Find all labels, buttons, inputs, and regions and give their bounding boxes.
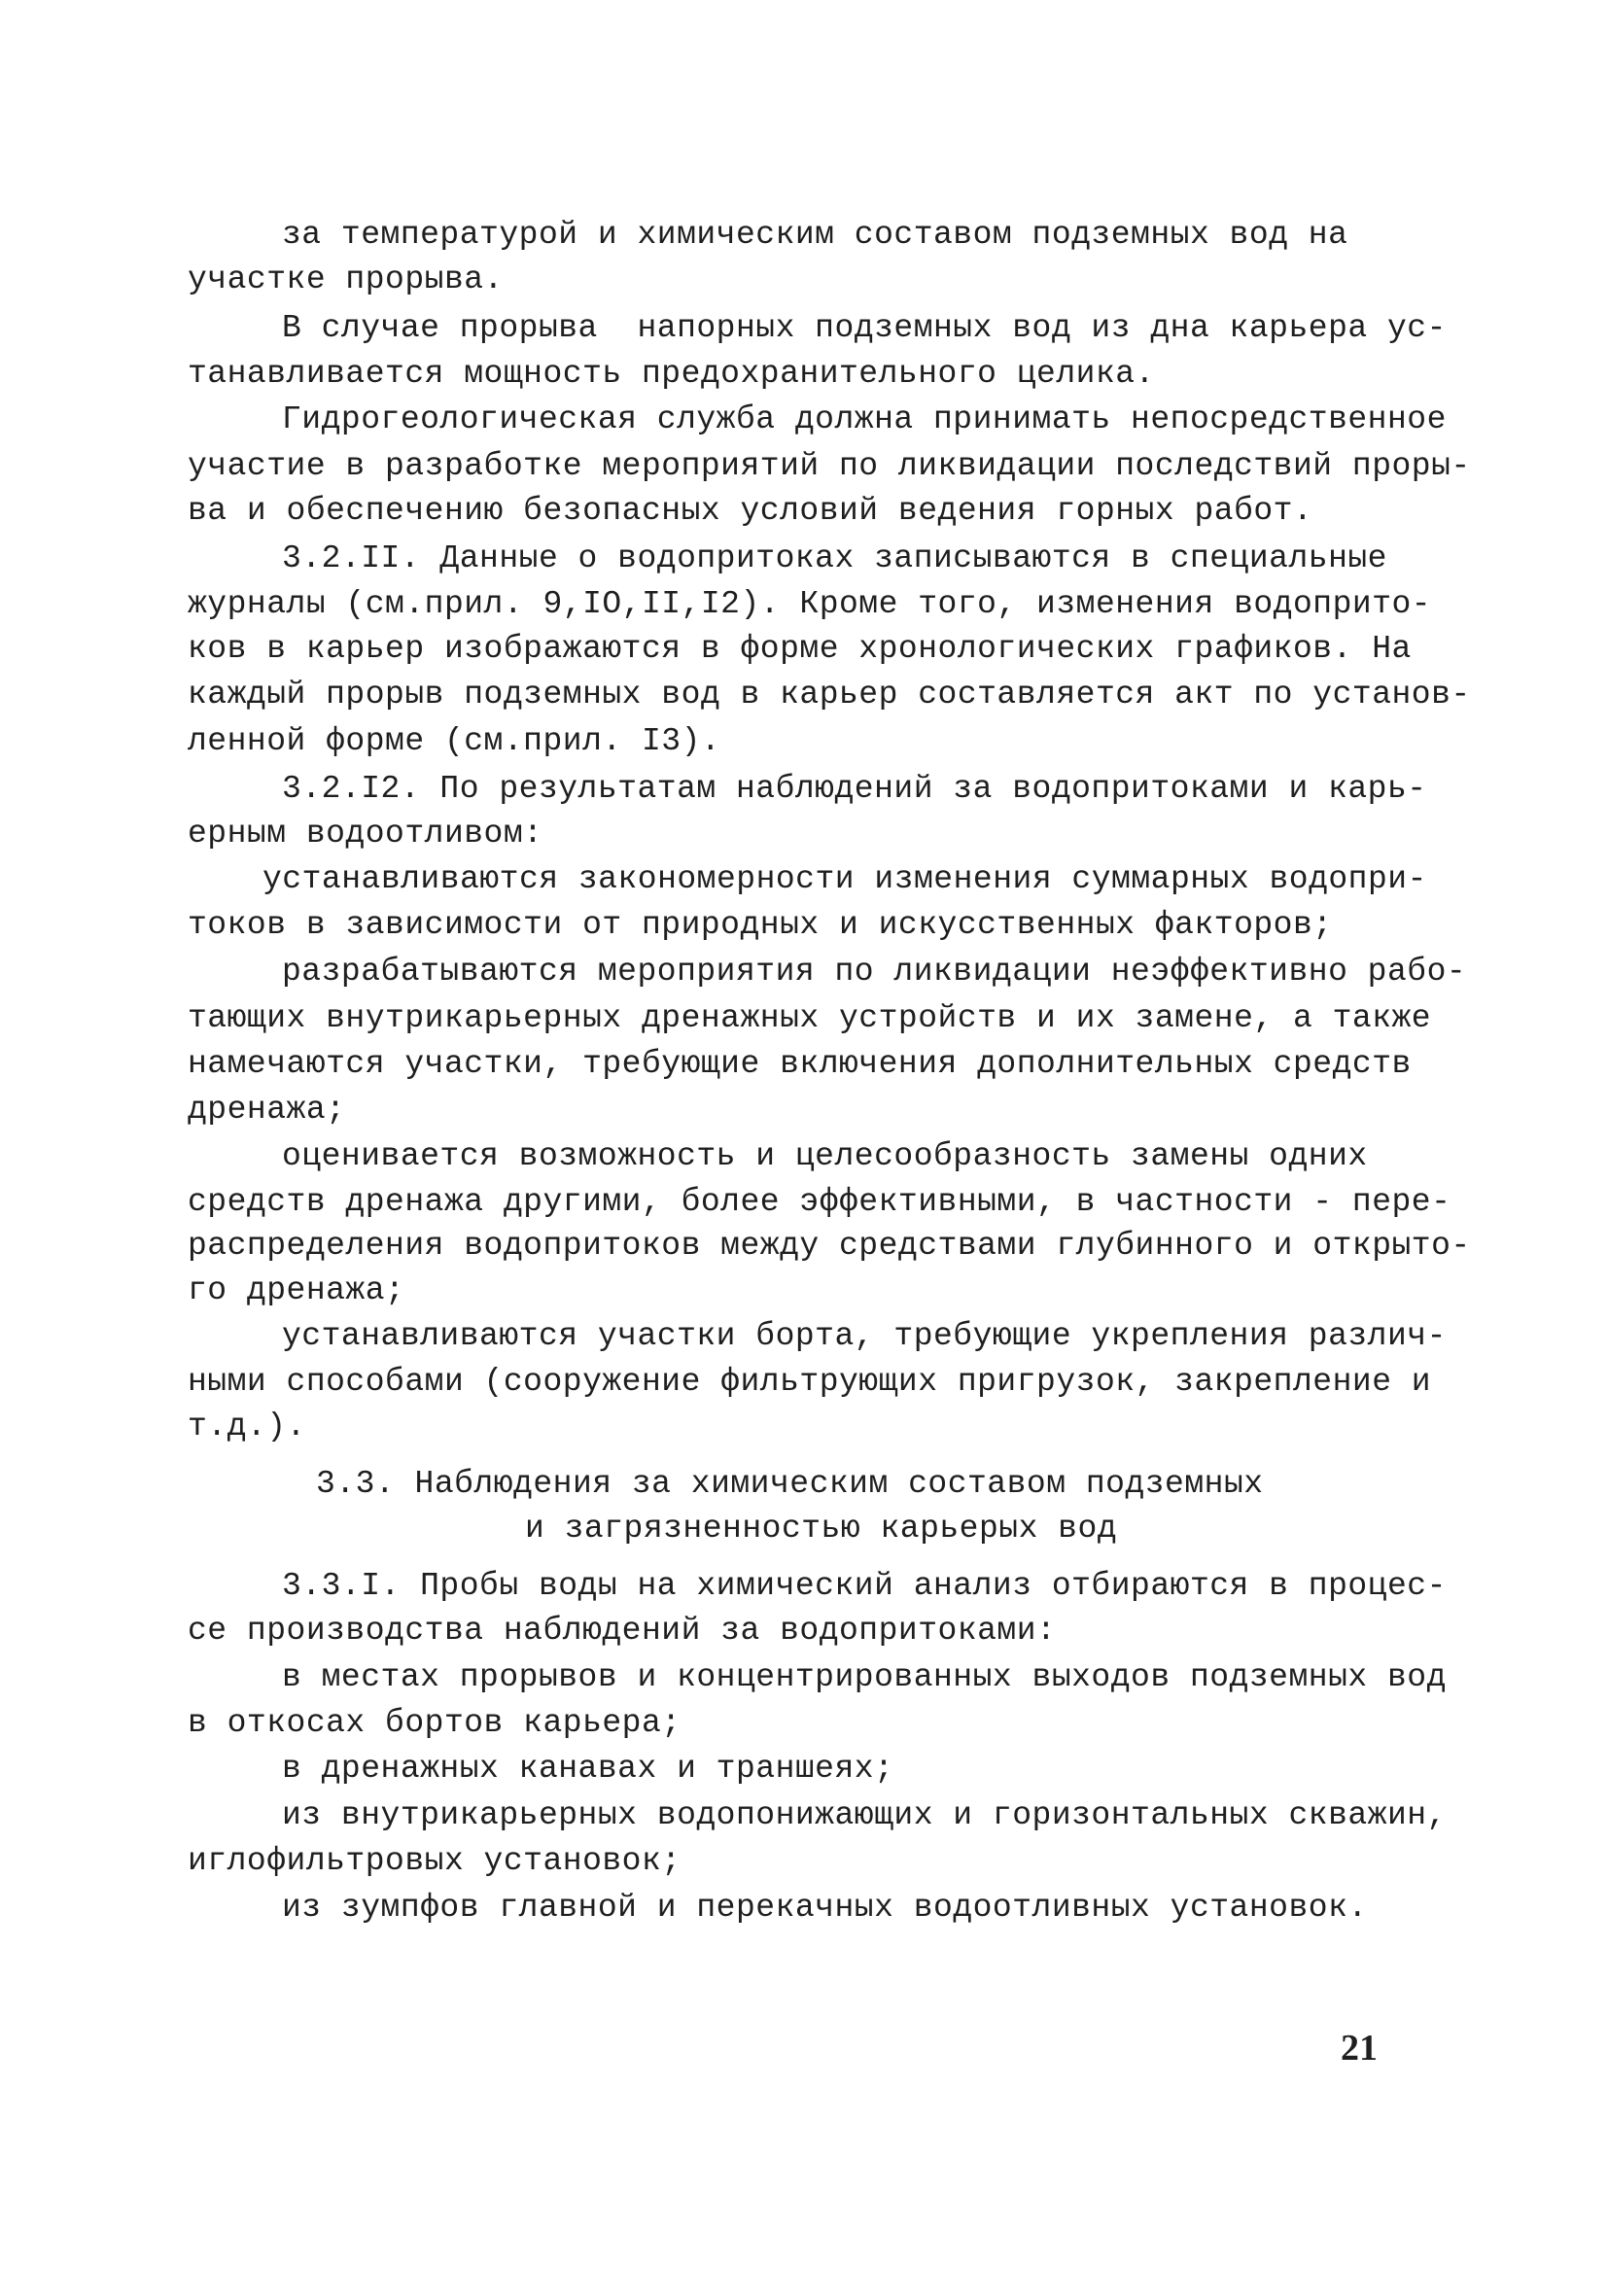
text-line: устанавливаются закономерности изменения суммарных водопри- xyxy=(262,861,1427,897)
text-line: распределения водопритоков между средствами глубинного и открыто- xyxy=(188,1228,1471,1264)
text-line: намечаются участки, требующие включения дополнительных средств xyxy=(188,1046,1412,1082)
text-line: Гидрогеологическая служба должна принимать непосредственное xyxy=(282,401,1447,437)
text-line: иглофильтровых установок; xyxy=(188,1843,682,1879)
page-number: 21 xyxy=(1341,2028,1378,2069)
text-line: участие в разработке мероприятий по ликвидации последствий проры- xyxy=(188,448,1471,484)
text-line: ерным водоотливом: xyxy=(188,816,543,852)
text-line: в откосах бортов карьера; xyxy=(188,1705,682,1741)
text-line: ва и обеспечению безопасных условий ведения горных работ. xyxy=(188,493,1313,529)
text-line: дренажа; xyxy=(188,1092,346,1128)
text-line: 3.2.I2. По результатам наблюдений за водопритоками и карь- xyxy=(282,771,1427,807)
text-line: каждый прорыв подземных вод в карьер составляется акт по установ- xyxy=(188,677,1471,713)
text-line: 3.2.II. Данные о водопритоках записываются в специальные xyxy=(282,540,1387,576)
text-line: ков в карьер изображаются в форме хронологических графиков. На xyxy=(188,631,1412,667)
text-line: се производства наблюдений за водопритоками: xyxy=(188,1613,1057,1649)
text-line: ленной форме (см.прил. I3). xyxy=(188,723,721,759)
text-line: устанавливаются участки борта, требующие укрепления различ- xyxy=(282,1318,1447,1354)
text-line: из внутрикарьерных водопонижающих и горизонтальных скважин, xyxy=(282,1797,1447,1833)
text-line: токов в зависимости от природных и искусственных факторов; xyxy=(188,907,1333,943)
text-line: за температурой и химическим составом подземных вод на xyxy=(282,217,1348,253)
text-line: 3.3.I. Пробы воды на химический анализ отбираются в процес- xyxy=(282,1568,1447,1604)
text-line: тающих внутрикарьерных дренажных устройств и их замене, а также xyxy=(188,1000,1432,1036)
text-line: разрабатываются мероприятия по ликвидации неэффективно рабо- xyxy=(282,954,1467,990)
text-line: В случае прорыва напорных подземных вод из дна карьера ус- xyxy=(282,310,1447,346)
text-line: в местах прорывов и концентрированных выходов подземных вод xyxy=(282,1659,1447,1695)
text-line: участке прорыва. xyxy=(188,261,504,297)
text-line: го дренажа; xyxy=(188,1272,405,1308)
text-line: журналы (см.прил. 9,IO,II,I2). Кроме того, изменения водоприто- xyxy=(188,586,1432,622)
text-line: в дренажных канавах и траншеях; xyxy=(282,1751,894,1787)
text-line: танавливается мощность предохранительного целика. xyxy=(188,356,1155,392)
text-line: средств дренажа другими, более эффективными, в частности - пере- xyxy=(188,1184,1451,1220)
text-line: т.д.). xyxy=(188,1409,306,1444)
section-heading-line-2: и загрязненностью карьерых вод xyxy=(525,1511,1118,1547)
section-heading-line-1: 3.3. Наблюдения за химическим составом подземных xyxy=(316,1466,1264,1502)
text-line: из зумпфов главной и перекачных водоотливных установок. xyxy=(282,1890,1368,1926)
text-line: ными способами (сооружение фильтрующих пригрузок, закрепление и xyxy=(188,1364,1432,1400)
text-line: оценивается возможность и целесообразность замены одних xyxy=(282,1138,1368,1174)
